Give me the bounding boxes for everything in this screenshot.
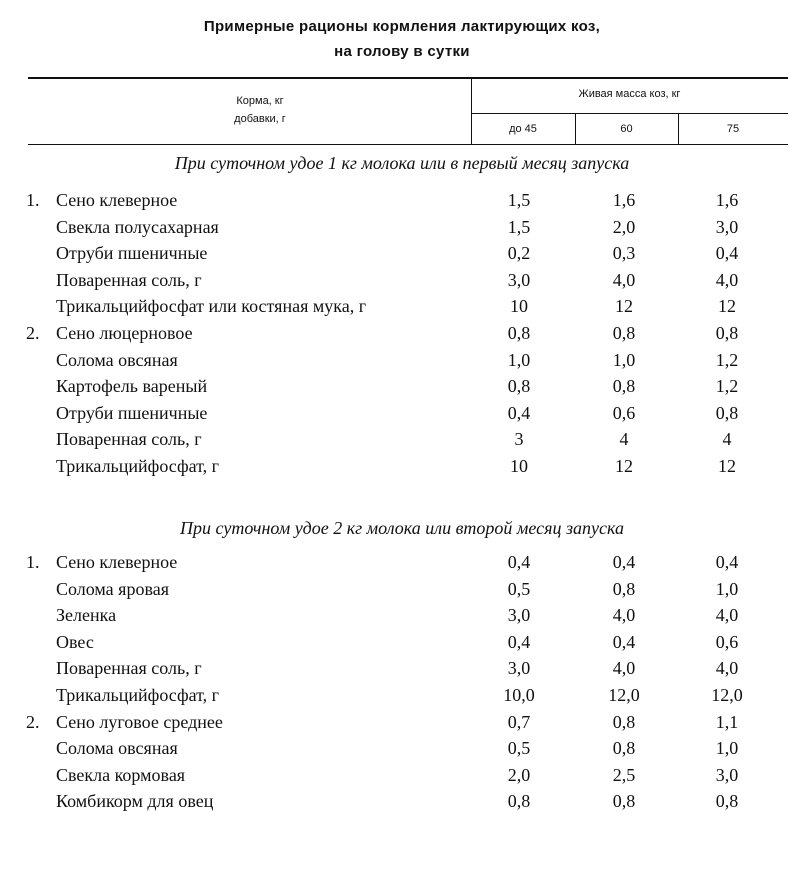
mass-column-header: до 45: [509, 123, 537, 135]
value-cell: 12,0: [711, 685, 743, 705]
value-cell: 0,8: [507, 376, 531, 397]
ration-number: 2.: [26, 323, 40, 343]
value-cell: 3,0: [715, 216, 739, 237]
table-row: [0, 682, 804, 708]
table-row: [0, 655, 804, 681]
value-cell: 1,0: [715, 738, 739, 759]
value-cell: 3,0: [507, 658, 531, 679]
feed-column-header-unit: добавки, г: [234, 113, 286, 125]
value-cell: 2,5: [612, 764, 636, 785]
table-subtitle: на голову в сутки: [334, 43, 470, 60]
feed-name: Солома яровая: [56, 578, 169, 599]
feed-column-header: Корма, кг: [236, 95, 284, 107]
table-row: [0, 709, 804, 735]
value-cell: 1,6: [612, 190, 636, 210]
table-title: Примерные рационы кормления лактирующих коз,: [203, 18, 601, 35]
value-cell: 12: [615, 296, 633, 317]
value-cell: 0,5: [507, 578, 531, 599]
feed-name: Солома овсяная: [56, 349, 178, 370]
table-row: [0, 320, 804, 346]
mass-column-header: 75: [726, 123, 740, 135]
value-cell: 0,4: [612, 552, 636, 572]
feed-name: Трикальцийфосфат, г: [56, 456, 220, 476]
feed-name: Отруби пшеничные: [56, 402, 208, 423]
value-cell: 12: [718, 456, 736, 476]
table-row: [0, 788, 804, 814]
value-cell: 12: [718, 296, 736, 317]
value-cell: 1,0: [612, 349, 636, 370]
value-cell: 0,4: [612, 631, 636, 652]
feed-name: Сено луговое среднее: [56, 711, 223, 732]
mass-group-header: Живая масса коз, кг: [578, 88, 681, 100]
value-cell: 0,8: [612, 376, 636, 397]
value-cell: 0,7: [507, 711, 531, 732]
value-cell: 0,8: [507, 323, 531, 343]
value-cell: 4,0: [715, 658, 739, 679]
feed-name: Свекла кормовая: [56, 764, 186, 785]
value-cell: 0,8: [715, 402, 739, 423]
mass-column-header: 60: [620, 123, 633, 135]
table-row: [0, 400, 804, 426]
value-cell: 2,0: [507, 764, 531, 785]
value-cell: 10: [510, 456, 528, 476]
table-row: [0, 602, 804, 628]
value-cell: 0,8: [507, 791, 531, 812]
header-top-rule: [28, 77, 788, 79]
ration-number: 2.: [26, 711, 40, 732]
value-cell: 0,4: [507, 402, 531, 423]
table-row: [0, 762, 804, 788]
value-cell: 4: [722, 429, 732, 450]
table-row: [0, 629, 804, 655]
value-cell: 12,0: [608, 685, 640, 705]
value-cell: 1,5: [507, 190, 531, 210]
value-cell: 0,6: [612, 402, 636, 423]
value-cell: 0,6: [715, 631, 739, 652]
feed-name: Сено клеверное: [56, 190, 178, 210]
value-cell: 1,1: [715, 711, 739, 732]
value-cell: 0,4: [715, 552, 739, 572]
value-cell: 0,4: [507, 631, 531, 652]
value-cell: 1,6: [715, 190, 739, 210]
value-cell: 4,0: [612, 605, 636, 626]
value-cell: 0,8: [715, 323, 739, 343]
value-cell: 3: [514, 429, 524, 450]
feed-name: Отруби пшеничные: [56, 243, 208, 264]
table-row: [0, 214, 804, 240]
value-cell: 4,0: [612, 269, 636, 290]
value-cell: 0,2: [507, 243, 531, 264]
value-cell: 0,4: [715, 243, 739, 264]
ration-number: 1.: [26, 190, 40, 210]
value-cell: 1,0: [715, 578, 739, 599]
feed-name: Картофель вареный: [56, 376, 208, 397]
value-cell: 0,4: [507, 552, 531, 572]
table-row: [0, 453, 804, 479]
section-title: При суточном удое 1 кг молока или в первый месяц запуска: [174, 153, 630, 173]
value-cell: 12: [615, 456, 633, 476]
value-cell: 3,0: [507, 269, 531, 290]
value-cell: 0,8: [715, 791, 739, 812]
header-bottom-rule: [28, 144, 788, 145]
value-cell: 10: [510, 296, 528, 317]
feed-name: Солома овсяная: [56, 738, 178, 759]
value-cell: 2,0: [612, 216, 636, 237]
feed-name: Комбикорм для овец: [56, 791, 214, 812]
value-cell: 1,0: [507, 349, 531, 370]
feed-name: Поваренная соль, г: [56, 658, 202, 679]
table-row: [0, 735, 804, 761]
ration-number: 1.: [26, 552, 40, 572]
table-row: [0, 373, 804, 399]
value-cell: 3,0: [507, 605, 531, 626]
feed-name: Сено клеверное: [56, 552, 178, 572]
feed-name: Трикальцийфосфат или костяная мука, г: [56, 296, 367, 317]
feed-name: Зеленка: [56, 605, 117, 626]
value-cell: 0,8: [612, 791, 636, 812]
feed-name: Сено люцерновое: [56, 323, 193, 343]
value-cell: 0,8: [612, 738, 636, 759]
table-row: [0, 549, 804, 575]
table-row: [0, 240, 804, 266]
value-cell: 4,0: [612, 658, 636, 679]
table-row: [0, 347, 804, 373]
value-cell: 3,0: [715, 764, 739, 785]
value-cell: 0,8: [612, 711, 636, 732]
header-sub-rule: [471, 113, 788, 114]
value-cell: 10,0: [503, 685, 535, 705]
value-cell: 4,0: [715, 269, 739, 290]
feed-name: Свекла полусахарная: [56, 216, 219, 237]
feed-name: Трикальцийфосфат, г: [56, 685, 220, 705]
table-row: [0, 187, 804, 213]
feed-name: Овес: [56, 631, 94, 652]
feed-name: Поваренная соль, г: [56, 269, 202, 290]
value-cell: 1,2: [715, 376, 739, 397]
value-cell: 1,2: [715, 349, 739, 370]
table-row: [0, 267, 804, 293]
value-cell: 4,0: [715, 605, 739, 626]
table-row: [0, 426, 804, 452]
value-cell: 0,5: [507, 738, 531, 759]
table-row: [0, 576, 804, 602]
value-cell: 0,3: [612, 243, 636, 264]
value-cell: 0,8: [612, 578, 636, 599]
table-row: [0, 293, 804, 319]
value-cell: 0,8: [612, 323, 636, 343]
feed-name: Поваренная соль, г: [56, 429, 202, 450]
value-cell: 4: [619, 429, 629, 450]
value-cell: 1,5: [507, 216, 531, 237]
section-title: При суточном удое 2 кг молока или второй месяц запуска: [180, 518, 624, 538]
